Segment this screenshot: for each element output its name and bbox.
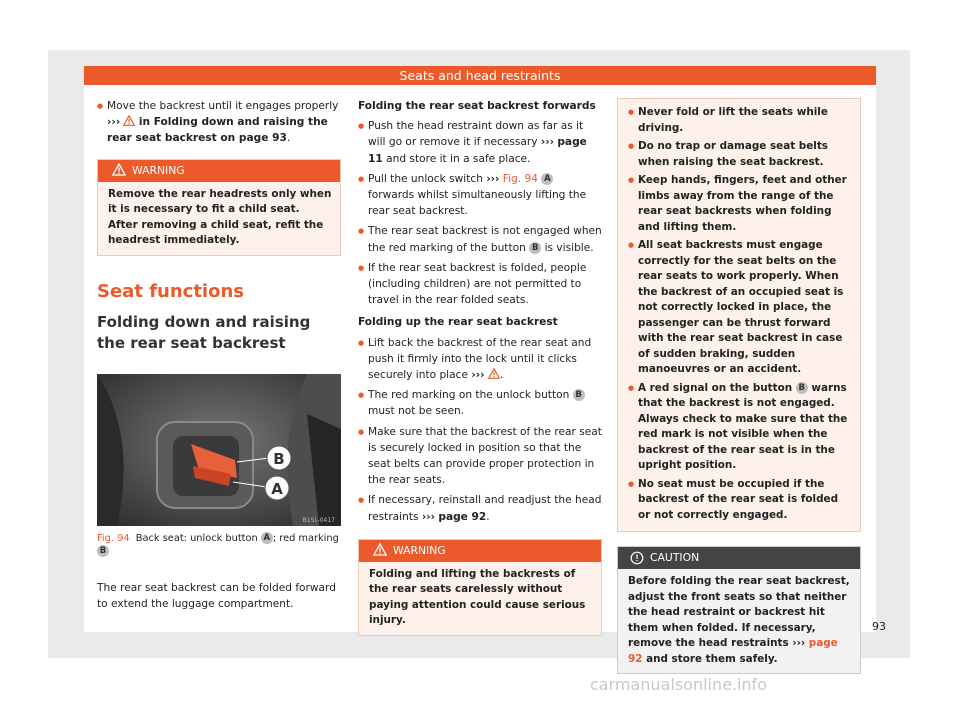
page-header: Seats and head restraints [84, 66, 876, 85]
list-item: ● Pull the unlock switch ››› Fig. 94 A forwards whilst simultaneously lifting the rear seat backrest. [358, 171, 602, 220]
warning-triangle-icon [488, 368, 500, 379]
seat-unlock-button-illustration [97, 374, 341, 526]
button-b-marker: B [796, 382, 808, 394]
warning-header: WARNING [98, 160, 340, 182]
column-right [617, 98, 861, 674]
list-item: ● If necessary, reinstall and readjust the head restraints ››› page 92. [358, 492, 602, 524]
list-item: ● Do no trap or damage seat belts when raising the seat backrest. [628, 139, 852, 170]
cross-ref-link[interactable]: page 92 [628, 637, 838, 665]
button-b-marker: B [97, 545, 109, 557]
section-title: Seat functions [97, 280, 244, 302]
list-item: ● No seat must be occupied if the backrest of the rear seat is folded or not correctly engaged. [628, 477, 852, 524]
warning-text: Remove the rear headrests only when it is necessary to fit a child seat. After removing a child seat, refit the headrest immediately. [108, 187, 332, 247]
list-item: ● All seat backrests must engage correctly for the seat belts on the rear seats to work properly. When the backrest of an occupied seat is not correctly locked in place, the passenger can be thrust forward with the rear seat backrest in case of sudden braking, sudden manoeuvres or an accident. [628, 238, 852, 378]
figure-label-a: A [271, 479, 283, 498]
list-item: ● Lift back the backrest of the rear seat and push it firmly into the lock until it clicks securely into place ››› . [358, 335, 602, 384]
figure-code: B1SL-0417 [302, 516, 335, 524]
cross-ref-link[interactable]: in Folding down and raising the rear seat backrest on page 93 [107, 116, 328, 145]
figure-94 [97, 374, 341, 526]
warning-box-headrests [97, 159, 341, 256]
button-b-marker: B [573, 389, 585, 401]
warning-triangle-icon [112, 163, 126, 176]
intro-paragraph: The rear seat backrest can be folded forward to extend the luggage compartment. [97, 581, 336, 611]
watermark-footer[interactable]: carmanualsonline.info [590, 675, 768, 694]
warning-box-folding [358, 539, 602, 636]
column-middle [358, 98, 602, 636]
list-item: ● Push the head restraint down as far as it will go or remove it if necessary ››› page 11 and store it in a safe place. [358, 118, 602, 167]
figure-label-b: B [273, 449, 285, 468]
warning-triangle-icon [373, 543, 387, 556]
cross-ref-link[interactable]: page 92 [438, 510, 487, 523]
list-item: ● If the rear seat backrest is folded, people (including children) are not permitted to travel in the rear folded seats. [358, 260, 602, 309]
heading-folding-up: Folding up the rear seat backrest [358, 316, 558, 329]
list-item: ● Keep hands, fingers, feet and other limbs away from the range of the rear seat backrests when folding and lifting them. [628, 173, 852, 235]
cross-ref-arrows: ››› [107, 116, 121, 129]
bullet-move-backrest: ● Move the backrest until it engages properly ››› in Folding down and raising the rear seat backrest on page 93. [97, 98, 341, 147]
page-number: 93 [872, 620, 886, 633]
list-item: ● A red signal on the button B warns that the backrest is not engaged. Always check to make sure that the red mark is not visible when the backrest of the rear seat is in the upright position. [628, 381, 852, 474]
list-item: ● The rear seat backrest is not engaged when the red marking of the button B is visible. [358, 223, 602, 255]
warning-text: Folding and lifting the backrests of the rear seats carelessly without paying attention could cause serious injury. [369, 567, 586, 627]
button-b-marker: B [529, 242, 541, 254]
caution-header: CAUTION [618, 547, 860, 569]
warning-header: WARNING [359, 540, 601, 562]
caution-text: Before folding the rear seat backrest, adjust the front seats so that neither the head restraint or backrest hit them when folded. If necessary, remove the head restraints ››› page 92 and store them safely. [628, 575, 850, 665]
cross-ref-link[interactable]: page 11 [368, 136, 587, 165]
button-a-marker: A [541, 173, 553, 185]
column-left [97, 98, 341, 612]
caution-box [617, 546, 861, 674]
list-item: ● Make sure that the backrest of the rear seat is securely locked in position so that the seat belts can provide proper protection in the rear seats. [358, 424, 602, 489]
button-a-marker: A [261, 532, 273, 544]
figure-ref-link[interactable]: Fig. 94 [502, 172, 539, 185]
info-circle-icon [630, 551, 644, 565]
figure-caption: Fig. 94 Back seat: unlock button A ; red marking B [97, 532, 339, 556]
heading-folding-forwards: Folding the rear seat backrest forwards [358, 100, 596, 112]
subsection-title: Folding down and raising the rear seat backrest [97, 312, 311, 352]
list-item: ● The red marking on the unlock button B must not be seen. [358, 387, 602, 419]
warning-triangle-icon [123, 115, 135, 126]
list-item: ● Never fold or lift the seats while driving. [628, 105, 852, 136]
warning-box-continued [617, 98, 861, 532]
